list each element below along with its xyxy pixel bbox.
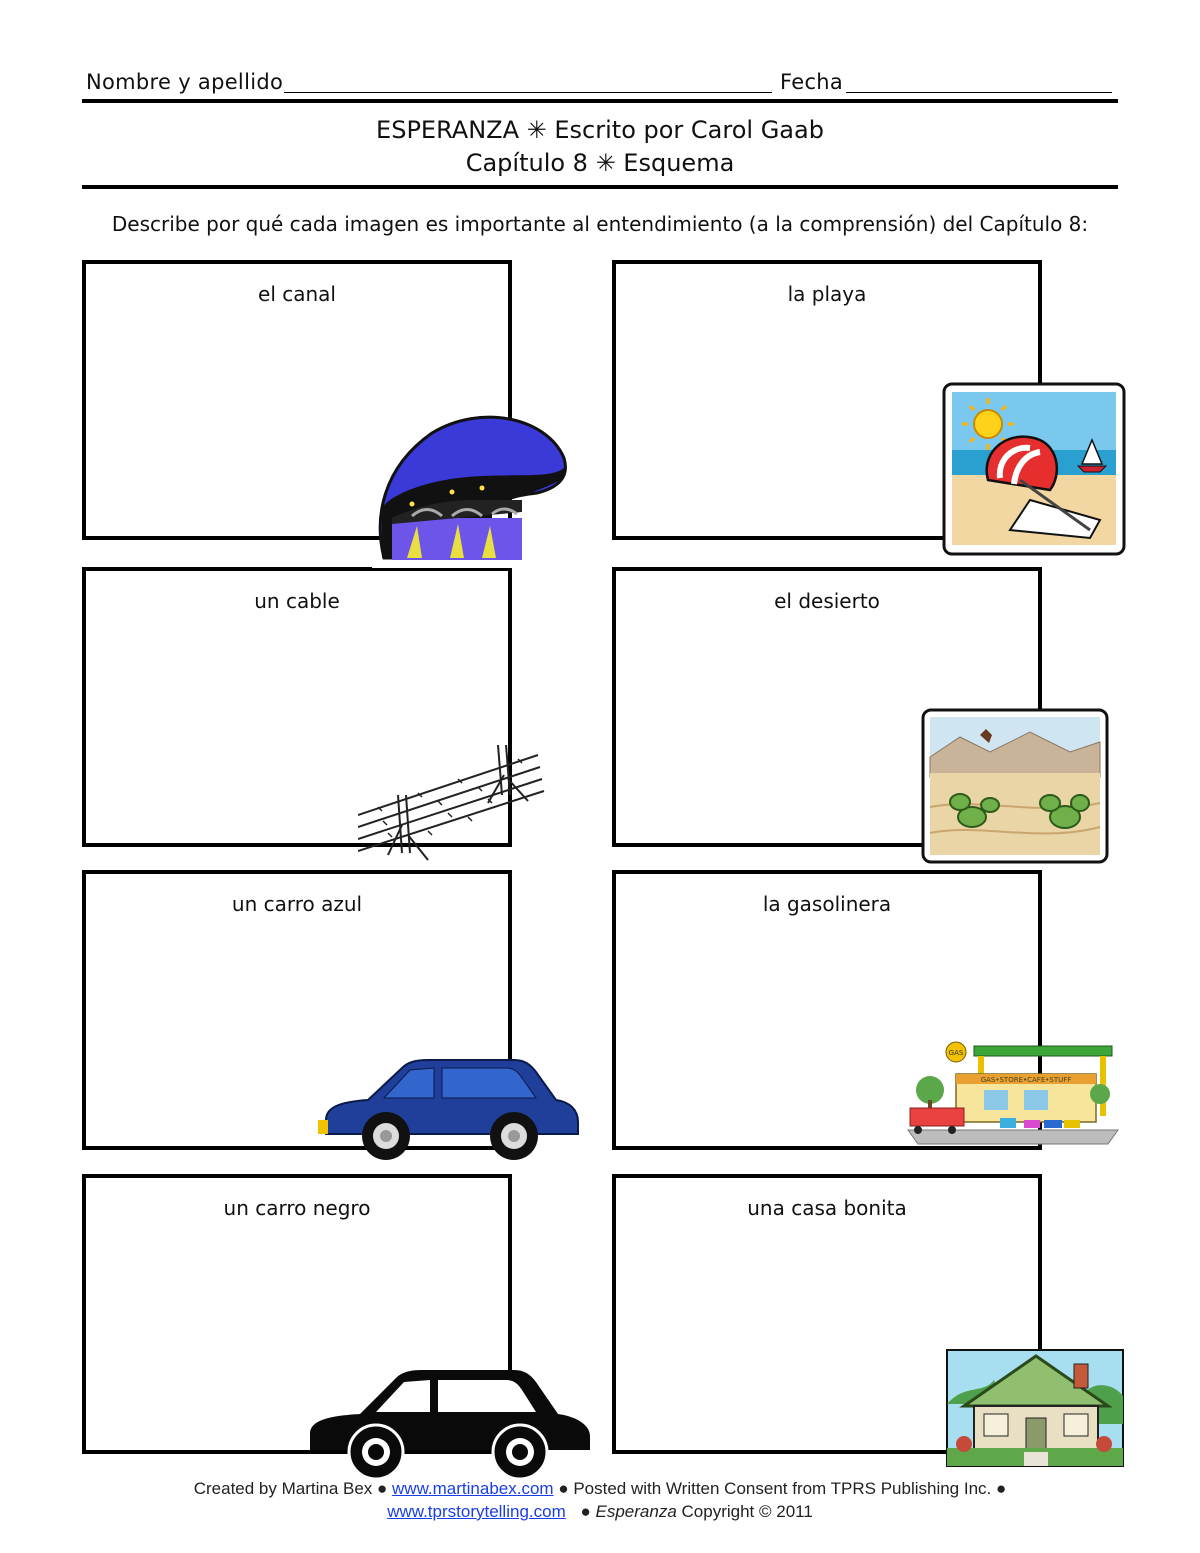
blue-car-icon [318, 1058, 582, 1166]
worksheet-subtitle: Capítulo 8 ✳ Esquema [465, 149, 735, 177]
gas-store-sign: GAS•STORE•CAFE•STUFF [980, 1076, 1072, 1084]
footer-separator: ● [580, 1502, 591, 1521]
box-label: una casa bonita [747, 1196, 907, 1220]
tprstorytelling-link[interactable]: www.tprstorytelling.com [387, 1502, 566, 1521]
gas-sign: GAS [948, 1049, 964, 1057]
box-label: un carro azul [231, 892, 363, 916]
footer-book-title: Esperanza [595, 1502, 677, 1521]
martinabex-link[interactable]: www.martinabex.com [392, 1479, 554, 1498]
box-label: un cable [254, 589, 340, 613]
header-rule-top [82, 99, 1118, 103]
footer-posted: ● Posted with Written Consent from TPRS Publishing Inc. ● [558, 1479, 1007, 1498]
worksheet-title: ESPERANZA ✳ Escrito por Carol Gaab [376, 116, 824, 144]
footer-line-1 [0, 1479, 1200, 1499]
box-label: el desierto [774, 589, 880, 613]
date-field[interactable] [846, 92, 1112, 93]
box-label: la gasolinera [762, 892, 892, 916]
black-car-icon [304, 1368, 594, 1486]
gas-station-icon [904, 1040, 1122, 1152]
footer-created-by: Created by Martina Bex ● [193, 1479, 388, 1498]
box-label: la playa [787, 282, 867, 306]
name-label: Nombre y apellido [86, 70, 284, 94]
house-icon [944, 1344, 1128, 1470]
instructions: Describe por qué cada imagen es importante al entendimiento (a la comprensión) del Capítulo 8: [111, 212, 1089, 236]
box-label: un carro negro [223, 1196, 371, 1220]
header-rule-bottom [82, 185, 1118, 189]
date-label: Fecha [780, 70, 844, 94]
beach-umbrella-icon [940, 380, 1128, 558]
footer-line-2 [0, 1502, 1200, 1522]
box-label: el canal [258, 282, 336, 306]
name-field[interactable] [284, 92, 772, 93]
canal-bridge-icon [372, 408, 572, 568]
footer-copyright: Copyright © 2011 [681, 1502, 813, 1521]
wire-fence-icon [358, 735, 546, 865]
desert-cactus-icon [920, 707, 1110, 865]
